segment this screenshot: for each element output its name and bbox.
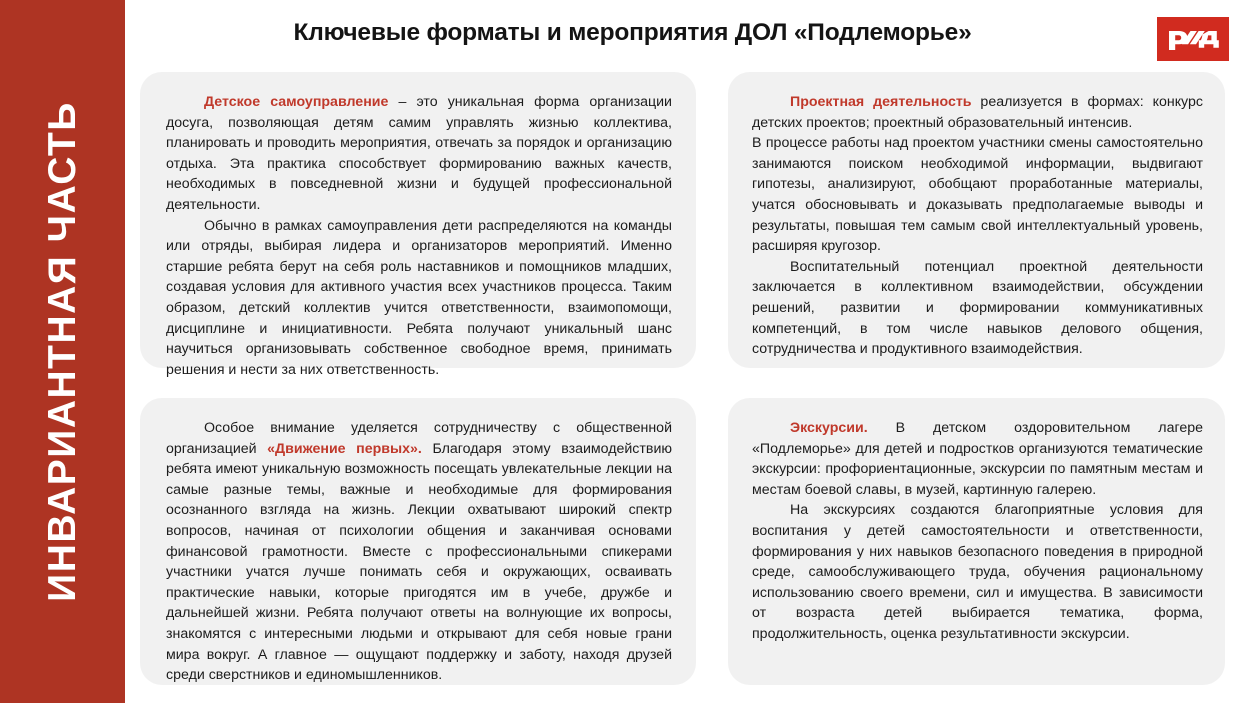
lead-phrase: Детское самоуправление [204, 94, 389, 110]
content-card-excursions [728, 398, 1225, 685]
slide-header [125, 0, 1250, 72]
paragraph-text: Особое внимание уделяется сотрудничеству с общественной организацией [166, 420, 672, 457]
lead-phrase: Проектная деятельность [790, 94, 972, 110]
paragraph-text: реализуется в формах: конкурс детских проектов; проектный образовательный интенсив. [752, 94, 1203, 131]
rzd-logo [1157, 17, 1229, 61]
paragraph-text: – это уникальная форма организации досуга, позволяющая детям самим управлять жизнью коллектива, планировать и проводить мероприятия, отвечать за порядок и организацию отдыха. Эта практика способствует формированию важных качеств, необходимых в повседневной жизни и будущей профессиональной деятельности. [166, 94, 672, 213]
paragraph: Воспитательный потенциал проектной деятельности заключается в коллективном взаимодействии, обсуждении решений, развитии и формировании коммуникативных компетенций, в том числе навыков делового общения, сотрудничества и продуктивного взаимодействия. [752, 258, 1203, 358]
card-body [166, 418, 672, 686]
accent-phrase: «Движение первых». [267, 440, 422, 457]
paragraph [166, 418, 672, 686]
content-card-child-self-government [140, 72, 696, 378]
content-card-project-activity [728, 72, 1225, 368]
card-body [752, 92, 1203, 360]
paragraph [752, 92, 1203, 133]
paragraph: Обычно в рамках самоуправления дети распределяются на команды или отряды, выбирая лидера и организаторов мероприятий. Именно старшие ребята берут на себя роль наставников и помощников младших, создавая условия для активного участия всех участников процесса. Таким образом, детский коллектив учится ответственности, взаимопомощи, дисциплине и инициативности. Ребята получают уникальный шанс научиться организовывать собственное свободное время, принимать решения и нести за них ответственность. [166, 217, 672, 378]
paragraph-text: В детском оздоровительном лагере «Подлеморье» для детей и подростков организуются тематические экскурсии: профориентационные, экскурсии по памятным местам и местам боевой славы, в музей, картинную галерею. [752, 420, 1203, 498]
paragraph: На экскурсиях создаются благоприятные условия для воспитания у детей самостоятельности и ответственности, формирования у них навыков безопасного поведения в природной среде, самообслуживающего труда, обучения рациональному использованию своего времени, сил и имущества. В зависимости от возраста детей выбирается тематика, форма, продолжительность, оценка результативности экскурсии. [752, 502, 1203, 642]
paragraph [752, 418, 1203, 500]
rzd-logo-mark [1167, 27, 1219, 51]
paragraph-text: Благодаря этому взаимодействию ребята имеют уникальную возможность посещать увлекательные лекции на самые разные темы, важные и необходимые для формирования осознанного взгляда на жизнь. Лекции охватывают широкий спектр вопросов, начиная от психологии общения и заканчивая основами финансовой грамотности. Вместе с профессиональными спикерами участники учатся лучше понимать себя и окружающих, осваивать практические навыки, которые пригодятся им в учебе, дружбе и дальнейшей жизни. Ребята получают ответы на волнующие их вопросы, знакомятся с интересными людьми и открывают для себя новые грани мира вокруг. А главное — ощущают поддержку и заботу, находя друзей среди сверстников и единомышленников. [166, 440, 673, 684]
card-body [752, 418, 1203, 645]
paragraph: В процессе работы над проектом участники смены самостоятельно занимаются поиском необходимой информации, выдвигают гипотезы, анализируют, обобщают проработанные материалы, учатся обосновывать и доказывать предполагаемые выводы и результаты, повышая тем самым свой интеллектуальный уровень, расширяя кругозор. [752, 135, 1203, 255]
lead-phrase: Экскурсии. [790, 420, 868, 436]
sidebar-section-label: ИНВАРИАНТНАЯ ЧАСТЬ [41, 101, 84, 602]
card-body [166, 92, 672, 380]
page-title: Ключевые форматы и мероприятия ДОЛ «Подлеморье» [293, 19, 972, 46]
sidebar-section-band [0, 0, 125, 703]
paragraph [166, 92, 672, 216]
content-card-dvizhenie-pervykh [140, 398, 696, 685]
